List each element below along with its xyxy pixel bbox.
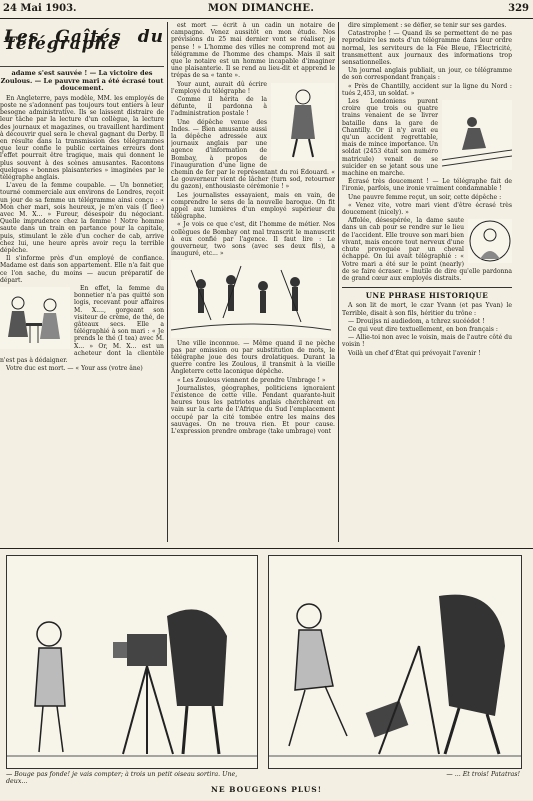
paragraph: Votre duc est mort. — « Your ass (votre âne)	[6, 365, 143, 373]
caption-left: — Bouge pas fonde! je vais compter; à trois un petit oiseau sortira. Une, deux...	[6, 771, 238, 785]
woman-portrait-illustration	[468, 219, 512, 263]
paragraph: Une pauvre femme reçut, un soir, cette dépêche :	[348, 193, 502, 201]
photographer-scene-2	[269, 556, 521, 768]
paragraph: Écrasé très doucement ! — Le télégraphe fait de l'ironie, parfois, une ironie vraiment condamnable !	[342, 178, 512, 193]
paragraph: En effet, la femme du bonnetier n'a pas quitté son logis, recevant pour affaires M. X...., gorgeant son visiteur de crème, de thé, de gâteaux secs. Elle a télégraphié à son mari : « Je prends le thé (I tea) avec M. X... » Or, M. X... est un acheteur dont la clientèle n'est pas à dédaigner.	[0, 285, 164, 365]
tea-party-illustration	[0, 287, 70, 349]
photographer-figure	[439, 595, 505, 754]
paragraph: « Près de Chantilly, accident sur la ligne du Nord : tués 2,453, un soldat. »	[342, 82, 512, 97]
column-1	[0, 22, 164, 542]
banner-title: Les Gaîtés du Télégraphe	[4, 27, 164, 55]
falling-camera	[366, 646, 439, 754]
paragraph: L'aveu de la femme coupable. — Un bonnetier, tourné commerciale aux environs de Londres, reçoit un jour de sa femme un télégramme ainsi conçu : « Mon cher mari, sois heureux, je m'en vais (I flee) avec M. X... » Fureur, désespoir du négociant. Quelle imprudence chez la femme ! Notre homme saute dans un train en partance pour la capitale, puis, stimulant le zèle d'un cocher de cab, arrive chez lui, une heure après avoir reçu la terrible dépêche.	[0, 182, 164, 255]
column-2	[171, 22, 335, 542]
paragraph: — Allie-toi non avec le voisin, mais de l'autre côté du voisin !	[342, 334, 512, 349]
issue-date: 24 Mai 1903.	[3, 3, 77, 14]
comic-panel-1	[6, 555, 258, 769]
zulu-warriors-illustration	[171, 260, 331, 338]
caption-right: — ... Et trois! Patatras!	[446, 771, 520, 778]
paragraph: Une dépêche venue des Indes. — Bien amusante aussi la dépêche adressée aux journaux anglais par une agence d'information de Bombay, à propos de l'inauguration d'une ligne de chemin de fer par le représentant du roi Édouard. « Le gouverneur vient de lâcher (turn sod, retourner du gazon), enthousiaste cérémonie ! »	[171, 118, 335, 191]
paragraph: Les journalistes essayaient, mais en vain, de comprendre le sens de la nouvelle baroque. On fit appel aux lumières d'un employé supérieur du télégraphe.	[171, 191, 335, 221]
section-title: UNE PHRASE HISTORIQUE	[342, 287, 512, 299]
paragraph: Ce qui veut dire textuellement, en bon français :	[348, 325, 498, 333]
photographer-figure	[167, 609, 227, 754]
column-3	[342, 22, 512, 542]
newspaper-title: MON DIMANCHE.	[208, 3, 315, 14]
page-number: 329	[508, 3, 529, 14]
page-header	[0, 0, 533, 19]
paragraph: En Angleterre, pays modèle, MM. les employés de poste ne s'adonnent pas toujours tout entiers à leur besogne administrative. Ils se laissent distraire de leur tâche par la lecture d'un collègue, la lecture des journaux et magazines, ou travaillent hardiment à découvrir quel sera le cheval gagnant du Derby. Il en résulte dans la transmission des télégrammes que leur confie le public certaines erreurs dont l'effet pourrait être tragique, mais qui donnent le plus souvent à des scènes amusantes. Racontons quelques « bonnes plaisanteries » imaginées par le télégraphe anglais.	[0, 94, 164, 182]
boy-figure	[289, 604, 347, 746]
paragraph: Affolée, désespérée, la dame saute dans un cab pour se rendre sur le lieu de l'accident. Elle trouve son mari bien vivant, mais encore tout nerveux d'une chute provoquée par un cheval échappé. On lui avait télégraphié : « Votre mari a été sur le point (nearly) de se faire écraser. » Inutile de dire qu'elle pardonna de grand cœur aux employés distraits.	[342, 217, 512, 282]
boy-figure	[35, 622, 65, 752]
paragraph: Catastrophe ! — Quand ils se permettent de ne pas reproduire les mots d'un télégramme dans leur ordre normal, les serviteurs de la Fée Bleue, l'Électricité, transmettent aux journaux des informations trop sensationnelles.	[342, 30, 512, 67]
column-divider	[167, 22, 168, 542]
paragraph: Journalistes, géographes, politiciens ignoraient l'existence de cette ville. Pendant quarante-huit heures tous les patriotes anglais cherchèrent en vain sur la carte de l'Afrique du Sud l'emplacement occupé par la cité tombée entre les mains des sauvages. On ne trouva rien. Et pour cause. L'expression prendre ombrage (take umbrage) vont	[171, 384, 335, 435]
paragraph: « Je vois ce que c'est, dit l'homme de métier. Nos collègues de Bombay ont mal transcrit le manuscrit à eux confié par l'agence. Il faut lire : Le gouverneur, two sons (avec ses deux fils), a inauguré, etc... »	[171, 221, 335, 258]
soldier-train-illustration	[442, 100, 512, 170]
article-banner	[0, 22, 164, 67]
paragraph: Un journal anglais publiait, un jour, ce télégramme de son correspondant français :	[342, 67, 512, 82]
paragraph: Comme il hérita de la défunte, il pardonna à l'administration postale !	[171, 96, 267, 118]
photographer-scene-1	[7, 556, 257, 768]
paragraph: Voilà un chef d'État qui prévoyait l'avenir !	[348, 349, 481, 357]
paragraph: — Drouijss ni audiedom, a tchrez sucéédot !	[348, 317, 485, 325]
strip-title: NE BOUGEONS PLUS!	[210, 785, 323, 794]
paragraph: dire simplement : se défier, se tenir sur ses gardes.	[348, 22, 507, 29]
paragraph: est mort — écrit à un cadin un notaire de campagne. Venez aussitôt en mon étude. Nos prévisions du 25 mai dernier vont se réaliser, je pense ! » L'homme des villes ne comprend mot au télégramme de l'homme des champs. Mais il sait que le notaire est un homme incapable d'imaginer une plaisanterie. Il se rend au lieu-dit et apprend le trépas de sa « tante ».	[171, 22, 335, 80]
paragraph: Une ville inconnue. — Même quand il ne pèche pas par omission ou par substitution de mots, le télégraphe joue des tours drolatiques. Durant la guerre contre les Zoulous, il transmit à la vieille Angleterre cette laconique dépêche.	[171, 339, 335, 376]
paragraph: « Les Zoulous viennent de prendre Umbrage ! »	[177, 376, 326, 384]
paragraph: Your aunt, aurait dû écrire l'employé du télégraphe !	[171, 80, 267, 95]
camera-tripod	[113, 634, 173, 754]
comic-strip	[0, 548, 533, 801]
paragraph: Il s'informe près d'un employé de confiance. Madame est dans son appartement. Elle n'a fait que ce l'on sache, du moins — aucun préparatif de départ.	[0, 255, 164, 284]
comic-panel-2	[268, 555, 522, 769]
paragraph: Les Londoniens purent croire que trois ou quatre trains venaient de se livrer bataille dans la gare de Chantilly. Or il n'y avait eu qu'un accident regrettable, mais de mince importance. Un soldat (2453 était son numéro matricule) venait de se suicider en se jetant sous une machine en marche.	[342, 98, 438, 178]
notary-illustration	[271, 83, 335, 161]
article-headline: adame s'est sauvée ! — La victoire des Zoulous. — Le pauvre mari a été écrasé tout doucement.	[0, 69, 164, 93]
paragraph: « Venez vite, votre mari vient d'être écrasé très doucement (nicely). »	[342, 201, 512, 217]
paragraph: A son lit de mort, le czar Yvann (et pas Yvan) le Terrible, disait à son fils, héritier du trône :	[342, 302, 512, 317]
column-divider	[338, 22, 339, 542]
